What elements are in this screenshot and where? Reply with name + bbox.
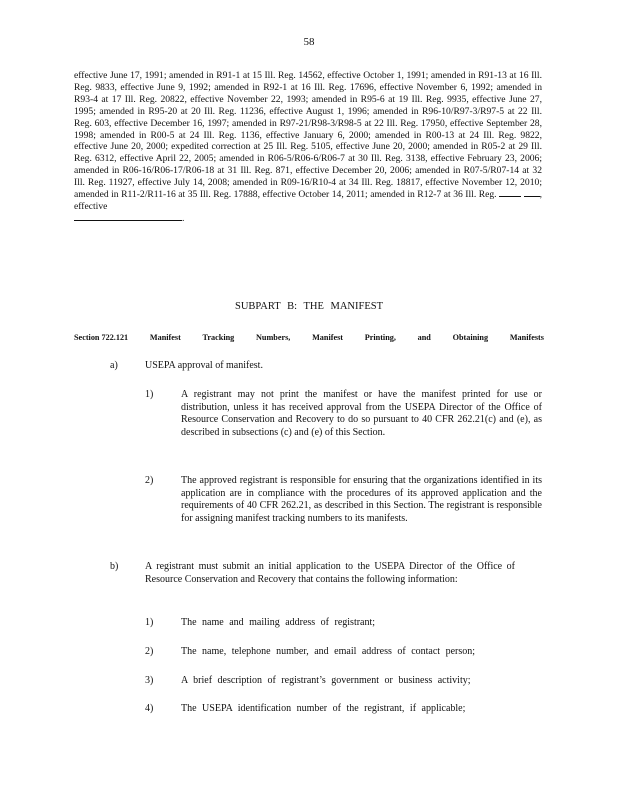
paragraph-a2-text: The approved registrant is responsible for ensuring that the organizations identified in its application are in compliance with the procedures of its approved application and the requirements of 40 CFR 262.21, as described in this Section. The registrant is responsible for assigning manifest tracking numbers to its manifests. xyxy=(181,475,542,524)
section-word: and xyxy=(417,333,431,342)
history-effective-word: , effective xyxy=(74,189,542,212)
history-note xyxy=(74,70,542,225)
subsection-b-marker: b) xyxy=(110,561,119,572)
page-number: 58 xyxy=(303,36,315,48)
paragraph-b3-text: A brief description of registrant’s government or business activity; xyxy=(181,675,471,686)
section-heading xyxy=(74,333,544,342)
paragraph-b1-marker: 1) xyxy=(145,617,154,628)
subsection-b-text: A registrant must submit an initial application to the USEPA Director of the Office of Resource Conservation and Recovery that contains the following information: xyxy=(145,561,515,585)
paragraph-b2-marker: 2) xyxy=(145,646,154,657)
paragraph-a2-marker: 2) xyxy=(145,475,154,486)
section-word: Manifests xyxy=(509,333,544,342)
section-number: Section 722.121 xyxy=(74,333,129,342)
paragraph-b4-text: The USEPA identification number of the registrant, if applicable; xyxy=(181,703,466,714)
blank-effective-date xyxy=(74,220,182,221)
paragraph-b2-text: The name, telephone number, and email address of contact person; xyxy=(181,646,476,657)
paragraph-b4-marker: 4) xyxy=(145,703,154,714)
section-word: Numbers, xyxy=(255,333,291,342)
paragraph-b1-text: The name and mailing address of registrant; xyxy=(181,617,376,628)
blank-ill-reg-page-2 xyxy=(524,196,540,197)
subsection-a-text: USEPA approval of manifest. xyxy=(145,360,263,371)
section-word: Printing, xyxy=(364,333,396,342)
history-end-period: . xyxy=(182,212,185,224)
subpart-title: SUBPART B: THE MANIFEST xyxy=(234,301,383,312)
section-word: Obtaining xyxy=(452,333,489,342)
subsection-a-marker: a) xyxy=(110,360,118,371)
paragraph-a1-marker: 1) xyxy=(145,389,154,400)
section-word: Tracking xyxy=(202,333,235,342)
section-word: Manifest xyxy=(149,333,181,342)
history-text: effective June 17, 1991; amended in R91-1 at 15 Ill. Reg. 14562, effective October 1, 1991; amended in R91-13 at 16 Ill. Reg. 9833, effective June 9, 1992; amended in R92-1 at 16 Ill. Reg. 17696, effective November 6, 1992; amended in R93-4 at 17 Ill. Reg. 20822, effective November 22, 1993; amended in R95-6 at 19 Ill. Reg. 9935, effective June 27, 1995; amended in R95-20 at 20 Ill. Reg. 11236, effective August 1, 1996; amended in R96-10/R97-3/R97-5 at 22 Ill. Reg. 603, effective December 16, 1997; amended in R97-21/R98-3/R98-5 at 22 Ill. Reg. 17950, effective September 28, 1998; amended in R00-5 at 24 Ill. Reg. 1136, effective January 6, 2000; amended in R00-13 at 24 Ill. Reg. 9822, effective June 20, 2000; expedited correction at 25 Ill. Reg. 5105, effective June 20, 2000; amended in R05-2 at 29 Ill. Reg. 6312, effective April 22, 2005; amended in R06-5/R06-6/R06-7 at 30 Ill. Reg. 3138, effective February 23, 2006; amended in R06-16/R06-17/R06-18 at 31 Ill. Reg. 871, effective December 20, 2006; amended in R07-5/R07-14 at 32 Ill. Reg. 11927, effective July 14, 2008; amended in R09-16/R10-4 at 34 Ill. Reg. 18817, effective November 12, 2010; amended in R11-2/R11-16 at 35 Ill. Reg. 17888, effective October 14, 2011; amended in R12-7 at 36 Ill. Reg. xyxy=(74,70,542,201)
paragraph-b3-marker: 3) xyxy=(145,675,154,686)
paragraph-a1-text: A registrant may not print the manifest or have the manifest printed for use or distribution, unless it has received approval from the USEPA Director of the Office of Resource Conservation and Recovery to do so pursuant to 40 CFR 262.21(c) and (e), as described in subsections (c) and (e) of this Section. xyxy=(181,389,542,438)
section-word: Manifest xyxy=(312,333,343,342)
blank-ill-reg-page xyxy=(499,196,521,197)
